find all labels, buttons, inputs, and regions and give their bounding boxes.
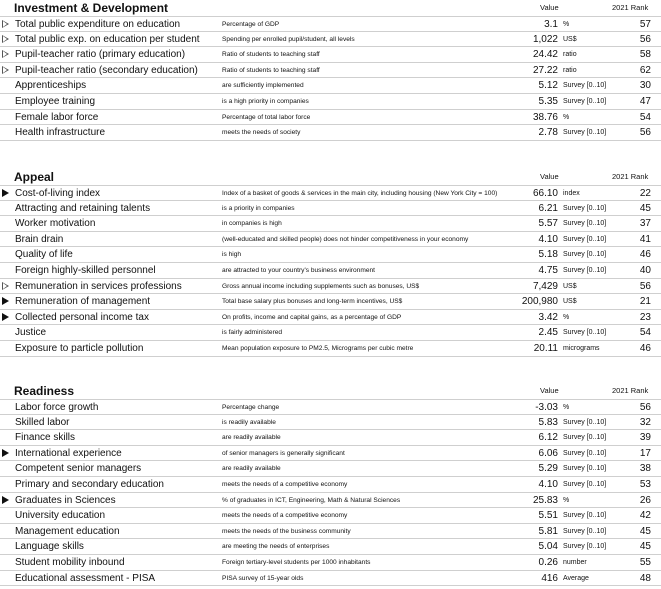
- table-row: [0, 216, 661, 232]
- indicator-value: 3.42: [538, 311, 558, 323]
- indicator-rank: 46: [639, 249, 651, 261]
- indicator-unit: index: [563, 190, 580, 197]
- table-row: [0, 263, 661, 279]
- section-appeal: [0, 169, 661, 357]
- table-row: [0, 493, 661, 509]
- indicator-value: 5.35: [538, 95, 558, 107]
- indicator-rank: 37: [639, 218, 651, 230]
- table-row: [0, 294, 661, 310]
- indicator-description: is fairly administered: [222, 329, 283, 337]
- indicator-unit: Survey [0..10]: [563, 527, 607, 535]
- table-row: [0, 63, 661, 79]
- indicator-rank: 48: [639, 572, 651, 584]
- indicator-rank: 45: [639, 202, 651, 214]
- section-readiness: [0, 383, 661, 586]
- indicator-description: are attracted to your country's business environment: [222, 266, 375, 274]
- indicator-unit: %: [563, 21, 570, 28]
- table-row: [0, 415, 661, 431]
- indicator-name: Finance skills: [15, 432, 76, 444]
- strength-triangle-icon: [2, 297, 9, 305]
- strength-triangle-icon: [2, 449, 9, 457]
- indicator-unit: Survey [0..10]: [563, 266, 607, 274]
- indicator-description: PISA survey of 15-year olds: [222, 574, 304, 582]
- indicator-rank: 32: [639, 416, 651, 428]
- weakness-triangle-icon: [2, 35, 9, 43]
- indicator-name: Exposure to particle pollution: [15, 342, 144, 354]
- indicator-value: 200,980: [521, 296, 558, 308]
- indicator-unit: %: [563, 313, 570, 321]
- indicator-value: 2.78: [538, 127, 558, 139]
- indicator-rank: 17: [639, 447, 651, 459]
- table-row: [0, 555, 661, 571]
- indicator-description: % of graduates in ICT, Engineering, Math & Natural Sciences: [222, 496, 401, 504]
- table-row: [0, 446, 661, 462]
- indicator-name: Female labor force: [15, 111, 99, 123]
- indicator-name: Quality of life: [15, 249, 73, 261]
- indicator-value: 5.04: [538, 541, 558, 553]
- indicator-name: Cost-of-living index: [15, 188, 101, 199]
- indicator-name: Language skills: [15, 541, 84, 553]
- indicator-rank: 26: [639, 494, 651, 506]
- indicator-value: 4.10: [538, 478, 558, 490]
- indicator-value: 5.51: [538, 510, 558, 522]
- table-row: [0, 16, 661, 32]
- value-column-header: Value: [540, 386, 559, 395]
- indicator-rank: 56: [639, 127, 651, 139]
- indicator-unit: ratio: [563, 51, 577, 59]
- indicator-unit: Survey [0..10]: [563, 235, 607, 243]
- indicator-name: Labor force growth: [15, 402, 99, 413]
- indicator-rank: 38: [639, 463, 651, 475]
- indicator-name: Primary and secondary education: [15, 478, 164, 490]
- indicator-description: in companies is high: [222, 220, 282, 228]
- weakness-triangle-icon: [2, 66, 9, 74]
- indicator-description: On profits, income and capital gains, as a percentage of GDP: [222, 313, 402, 321]
- indicator-rank: 54: [639, 327, 651, 339]
- rank-column-header: 2021 Rank: [612, 386, 649, 395]
- indicator-value: 6.21: [538, 202, 558, 214]
- indicator-description: Ratio of students to teaching staff: [222, 51, 320, 59]
- indicator-unit: US$: [563, 35, 577, 43]
- indicator-description: is high: [222, 251, 242, 259]
- indicator-description: meets the needs of a competitive economy: [222, 512, 348, 520]
- indicator-value: 416: [541, 572, 558, 584]
- section-title: Readiness: [14, 384, 75, 398]
- indicator-value: 5.83: [538, 416, 558, 428]
- indicator-name: Collected personal income tax: [15, 311, 149, 323]
- indicator-unit: Survey [0..10]: [563, 204, 607, 212]
- indicator-description: are readily available: [222, 465, 281, 473]
- value-column-header: Value: [540, 3, 559, 12]
- indicator-description: meets the needs of a competitive economy: [222, 480, 348, 488]
- strength-triangle-icon: [2, 496, 9, 504]
- indicator-value: 4.10: [538, 233, 558, 245]
- table-row: [0, 310, 661, 326]
- indicator-rank: 53: [639, 478, 651, 490]
- indicator-unit: US$: [563, 298, 577, 306]
- indicator-rank: 23: [639, 311, 651, 323]
- indicator-value: 6.12: [538, 432, 558, 444]
- indicator-value: 5.81: [538, 525, 558, 537]
- indicator-rank: 56: [639, 280, 651, 292]
- indicator-value: 20.11: [533, 342, 558, 354]
- indicator-name: Brain drain: [15, 233, 64, 245]
- table-row: [0, 32, 661, 48]
- section-investment-development: [0, 0, 661, 141]
- indicator-unit: Survey [0..10]: [563, 129, 607, 137]
- indicator-unit: Survey [0..10]: [563, 220, 607, 228]
- indicator-table: [0, 185, 661, 357]
- indicator-description: of senior managers is generally significant: [222, 449, 345, 457]
- indicator-description: Gross annual income including supplements such as bonuses, US$: [222, 282, 420, 290]
- indicator-name: Management education: [15, 525, 120, 537]
- indicator-rank: 45: [639, 525, 651, 537]
- section-header: [0, 169, 661, 185]
- indicator-name: Educational assessment - PISA: [15, 572, 156, 584]
- indicator-rank: 40: [639, 264, 651, 276]
- section-header: [0, 383, 661, 399]
- indicator-value: 27.22: [532, 64, 558, 76]
- table-row: [0, 47, 661, 63]
- indicator-table: [0, 399, 661, 586]
- indicator-name: Foreign highly-skilled personnel: [15, 264, 156, 276]
- rank-column-header: 2021 Rank: [612, 172, 649, 181]
- indicator-unit: ratio: [563, 66, 577, 74]
- section-header: [0, 0, 661, 16]
- indicator-name: Remuneration of management: [15, 296, 151, 308]
- table-row: [0, 399, 661, 415]
- indicator-rank: 56: [639, 33, 651, 45]
- indicator-description: Total base salary plus bonuses and long-term incentives, US$: [222, 298, 403, 306]
- table-row: [0, 461, 661, 477]
- strength-triangle-icon: [2, 313, 9, 321]
- indicator-value: 3.1: [544, 19, 558, 30]
- indicator-description: is a high priority in companies: [222, 97, 309, 105]
- table-row: [0, 201, 661, 217]
- table-row: [0, 539, 661, 555]
- indicator-unit: Survey [0..10]: [563, 329, 607, 337]
- rank-column-header: 2021 Rank: [612, 3, 649, 12]
- weakness-triangle-icon: [2, 282, 9, 290]
- indicator-description: meets the needs of the business community: [222, 527, 351, 535]
- indicator-value: 2.45: [538, 327, 558, 339]
- indicator-rank: 47: [639, 95, 651, 107]
- indicator-unit: Survey [0..10]: [563, 480, 607, 488]
- indicator-value: 0.26: [538, 556, 558, 568]
- indicator-description: Percentage of total labor force: [222, 113, 311, 121]
- indicator-name: Pupil-teacher ratio (secondary education): [15, 64, 198, 76]
- indicator-rank: 30: [639, 80, 651, 92]
- indicator-unit: Survey [0..10]: [563, 251, 607, 259]
- table-row: [0, 325, 661, 341]
- indicator-rank: 21: [639, 296, 651, 308]
- indicator-rank: 58: [639, 49, 651, 61]
- indicator-unit: Survey [0..10]: [563, 418, 607, 426]
- indicator-unit: Survey [0..10]: [563, 543, 607, 551]
- section-title: Investment & Development: [14, 1, 169, 15]
- indicator-name: Total public exp. on education per student: [15, 33, 200, 45]
- table-row: [0, 477, 661, 493]
- weakness-triangle-icon: [2, 20, 9, 28]
- indicator-value: 4.75: [538, 264, 558, 276]
- indicator-unit: Survey [0..10]: [563, 465, 607, 473]
- indicator-value: 7,429: [532, 280, 558, 292]
- table-row: [0, 78, 661, 94]
- indicator-value: 5.29: [538, 463, 558, 475]
- indicator-unit: number: [563, 558, 587, 566]
- indicator-rank: 55: [639, 556, 651, 568]
- indicator-value: 6.06: [538, 447, 558, 459]
- indicator-rank: 56: [639, 402, 651, 413]
- indicator-name: Student mobility inbound: [15, 556, 125, 568]
- table-row: [0, 430, 661, 446]
- indicator-rank: 42: [639, 510, 651, 522]
- indicator-value: 5.57: [538, 218, 558, 230]
- indicator-rank: 41: [639, 233, 651, 245]
- indicator-description: is readily available: [222, 418, 276, 426]
- indicator-rank: 22: [639, 188, 651, 199]
- table-row: [0, 508, 661, 524]
- table-row: [0, 185, 661, 201]
- indicator-value: 38.76: [532, 111, 558, 123]
- indicator-rank: 57: [639, 19, 651, 30]
- indicator-unit: %: [563, 496, 570, 504]
- indicator-name: Justice: [15, 327, 47, 339]
- indicator-description: are meeting the needs of enterprises: [222, 543, 330, 551]
- table-row: [0, 94, 661, 110]
- indicator-description: Ratio of students to teaching staff: [222, 66, 320, 74]
- indicator-value: 5.12: [538, 80, 558, 92]
- indicator-name: Total public expenditure on education: [15, 19, 181, 30]
- indicator-name: Health infrastructure: [15, 127, 106, 139]
- indicator-name: Employee training: [15, 95, 96, 107]
- section-title: Appeal: [14, 170, 55, 184]
- indicator-unit: %: [563, 404, 570, 411]
- table-row: [0, 247, 661, 263]
- indicator-unit: micrograms: [563, 344, 600, 352]
- indicator-description: Percentage of GDP: [222, 21, 280, 28]
- indicator-name: Remuneration in services professions: [15, 280, 182, 292]
- indicator-value: -3.03: [535, 402, 558, 413]
- indicator-description: Foreign tertiary-level students per 1000 inhabitants: [222, 558, 371, 566]
- weakness-triangle-icon: [2, 50, 9, 58]
- indicator-name: Competent senior managers: [15, 463, 142, 475]
- indicator-rank: 45: [639, 541, 651, 553]
- table-row: [0, 279, 661, 295]
- indicator-unit: Survey [0..10]: [563, 512, 607, 520]
- indicator-description: Spending per enrolled pupil/student, all levels: [222, 35, 355, 43]
- table-row: [0, 232, 661, 248]
- indicator-name: International experience: [15, 447, 122, 459]
- indicator-name: University education: [15, 510, 106, 522]
- indicator-unit: Survey [0..10]: [563, 97, 607, 105]
- table-row: [0, 571, 661, 587]
- indicator-name: Apprenticeships: [15, 80, 87, 92]
- strength-triangle-icon: [2, 189, 9, 197]
- indicator-table: [0, 16, 661, 141]
- indicator-description: meets the needs of society: [222, 129, 301, 137]
- indicator-description: Index of a basket of goods & services in the main city, including housing (New York City = 100): [222, 190, 498, 197]
- indicator-name: Attracting and retaining talents: [15, 202, 151, 214]
- indicator-name: Graduates in Sciences: [15, 494, 116, 506]
- indicator-description: (well-educated and skilled people) does not hinder competitiveness in your economy: [222, 235, 469, 243]
- table-row: [0, 524, 661, 540]
- indicator-unit: Survey [0..10]: [563, 82, 607, 90]
- indicator-unit: %: [563, 113, 570, 121]
- table-row: [0, 125, 661, 141]
- indicator-name: Skilled labor: [15, 416, 70, 428]
- indicator-unit: US$: [563, 282, 577, 290]
- table-row: [0, 110, 661, 126]
- indicator-value: 66.10: [532, 188, 558, 199]
- indicator-name: Worker motivation: [15, 218, 96, 230]
- indicator-value: 24.42: [532, 49, 558, 61]
- indicator-rank: 62: [639, 64, 651, 76]
- indicator-description: are readily available: [222, 434, 281, 442]
- indicator-value: 1,022: [532, 33, 558, 45]
- indicator-rank: 39: [639, 432, 651, 444]
- indicator-description: are sufficiently implemented: [222, 82, 304, 90]
- value-column-header: Value: [540, 172, 559, 181]
- indicator-description: Mean population exposure to PM2.5, Micrograms per cubic metre: [222, 344, 414, 352]
- indicator-rank: 46: [639, 342, 651, 354]
- indicator-unit: Survey [0..10]: [563, 449, 607, 457]
- indicator-unit: Survey [0..10]: [563, 434, 607, 442]
- indicator-unit: Average: [563, 574, 589, 582]
- indicator-description: is a priority in companies: [222, 204, 295, 212]
- indicator-value: 5.18: [538, 249, 558, 261]
- indicator-rank: 54: [639, 111, 651, 123]
- indicator-name: Pupil-teacher ratio (primary education): [15, 49, 186, 61]
- table-row: [0, 341, 661, 357]
- indicator-description: Percentage change: [222, 404, 280, 411]
- indicator-value: 25.83: [532, 494, 558, 506]
